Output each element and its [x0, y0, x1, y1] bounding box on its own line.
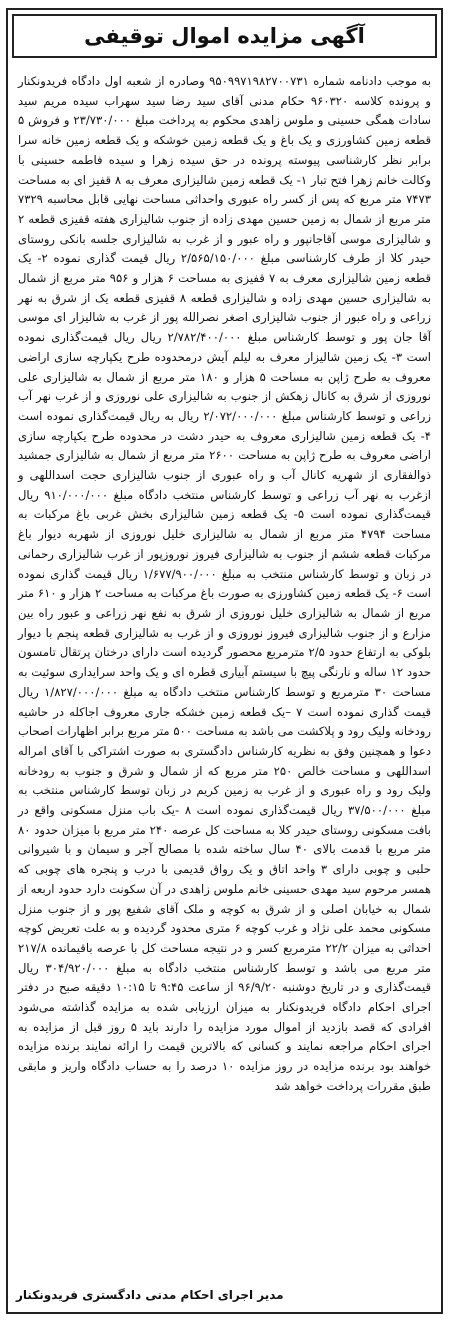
notice-frame — [6, 8, 443, 1314]
title-box — [12, 14, 437, 58]
notice-body: به موجب دادنامه شماره ۹۵۰۹۹۷۱۹۸۲۷۰۰۷۳۱ وصادره از شعبه اول دادگاه فریدونکنار و پرونده کلاسه ۹۶۰۳۲۰ حکام مدنی آقای سید رضا سید سهراب سیده مریم سید سادات همگی حسینی و ملوس زاهدی محکوم به پرداخت مبلغ ۲۳/۷۳۰/۰۰۰ و فروش ۵ قطعه زمین کشاورزی و یک باغ و یک قطعه زمین خوشکه و یک قطعه زمین خانه سرا برابر نظر کارشناسی پیوسته پرونده در حق سیده زهرا و سیده فاطمه حسینی با وکالت خانم زهرا فتح تبار ۱- یک قطعه زمین شالیزاری معرف به ۸ قفیز ای به مساحت ۷۴۷۳ متر مربع که پس از کسر راه عبوری واحداثی مساحت نهایی قابل محاسبه ۷۳۲۹ متر مربع از شمال به زمین حسین مهدی زاده از جنوب شالیزاری هفته قفیزی قطعه ۲ و شالیزاری موسی آقاجانپور و راه عبور و از غرب به شالیزاری جلسه بانکی روستای حیدر کلا از طرف کارشناسی مبلغ ۲/۵۶۵/۱۵۰/۰۰۰ ریال قیمت گذاری نموده ۲- یک قطعه زمین شالیزاری معرف به ۷ قفیزی به مساحت ۶ هزار و ۹۵۶ متر مربع از شمال به شالیزاری حسین مهدی زاده و شالیزاری قطعه ۸ قفیزی قطعه یک از شرق به نهر زراعی و راه عبور از جنوب شالیزاری اصغر نصرالله پور از غرب به شالیزار ای موسی آقا جان پور و توسط کارشناس مبلغ ۲/۷۸۲/۴۰۰/۰۰۰ ریال ریال قیمت‌گذاری نموده است ۳- یک زمین شالیزار معرف به لیلم آیش درمحدوده طرح یکپارچه سازی اراضی معروف به طرح ژاپن به مساحت ۵ هزار و ۱۸۰ متر مربع از شمال به شالیزاری علی نوروزی از شرق به کانال زهکش از جنوب به شالیزاری علی نوروزی و از غرب نهر آب زراعی و توسط کارشناس مبلغ ۲/۰۷۲/۰۰۰/۰۰۰ ریال به ریال قیمت‌گذاری نموده است ۴- یک قطعه زمین شالیزاری معروف به حیدر دشت در محدوده طرح یکپارچه سازی اراضی معروف به طرح ژاپن به مساحت ۲۶۰۰ متر مربع از شمال به شالیزاری جمشید ذوالفقاری از شهریه کانال آب و راه عبوری از جنوب شالیزاری حجت اسداللهی و ازغرب به نهر آب زراعی و توسط کارشناس منتخب دادگاه مبلغ ۹۱۰/۰۰۰/۰۰۰ ریال قیمت‌گذاری نموده است ۵- یک قطعه زمین شالیزاری بخش غربی باغ مرکبات به مساحت ۴۷۹۴ متر مربع از شمال به شالیزاری خلیل نوروزی از شهربه دیوار باغ مرکبات قطعه ششم از جنوب به شالیزاری فیروز نوروزپور از غرب شالیزاری رحمانی در زبان و توسط کارشناس منتخب به مبلغ ۱/۶۷۷/۹۰۰/۰۰۰ ریال قیمت گذاری نموده است ۶- یک قطعه زمین کشاورزی به صورت باغ مرکبات به مساحت ۲ هزار و ۶۱۰ متر مربع از شمال به شالیزاری خلیل نوروزی از شرق به نفع نهر زراعی و عبور راه بین مزارع و از جنوب شالیزاری فیروز نوروزی و از غرب به شالیزاری قطعه پنجم با دیوار بلوکی به ارتفاع حدود ۲/۵ مترمربع محصور گردیده است دارای درختان پرتقال تامسون حدود ۱۲ ساله و نارنگی پیچ با سیستم آبیاری قطره ای و یک واحد سرایداری سوئیت به مساحت ۳۰ مترمربع و توسط کارشناس منتخب دادگاه به مبلغ ۱/۸۲۷/۰۰۰/۰۰۰ ریال قیمت گذاری نموده است ۷ –یک قطعه زمین خشکه جاری معروف اجاکله در حاشیه رودخانه ولیک رود و پلاکشت می باشد به مساحت ۵۰۰ متر مربع برابر اظهارات اصحاب دعوا و همچنین وفق به نظریه کارشناس دادگستری به صورت اشتراکی با آقای امراله اسداللهی و مساحت خالص ۲۵۰ متر مربع که از شمال و شرق و جنوب به رودخانه ولیک رود و راه عبوری و از غرب به زمین کریم در زبان توسط کارشناس منتخب به مبلغ ۳۷/۵۰۰/۰۰۰ ریال قیمت‌گذاری نموده است ۸ -یک باب منزل مسکونی واقع در بافت مسکونی روستای حیدر کلا به مساحت کل عرصه ۲۴۰ متر مربع با میزان حدود ۸۰ متر مربع با قدمت بالای ۴۰ سال ساخته شده با مصالح آجر و سیمان و با شیروانی حلبی و چوبی دارای ۳ واحد اتاق و یک رواق قدیمی با درب و پنجره های چوبی که همسر مرحوم سید مهدی حسینی خانم ملوس زاهدی در آن سکونت دارد حدود اربعه از شمال به خیابان اصلی و از شرق به کوچه و ملک آقای شفیع پور و از جنوب منزل مسکونی محمد علی نژاد و غرب کوچه ۶ متری محدود گردیده و به علت تعریض کوچه احداثی به میزان ۲۲/۲ مترمربع کسر و در نتیجه مساحت کل با عرصه باقیمانده ۲۱۷/۸ متر مربع می باشد و توسط کارشناس منتخب دادگاه به مبلغ ۳۰۴/۹۲۰/۰۰۰ ریال قیمت‌گذاری و در تاریخ دوشنبه ۹۶/۹/۲۰ از ساعت ۹:۴۵ تا ۱۰:۱۵ دقیقه صبح در دفتر اجرای احکام دادگاه فریدونکنار به میزان ارزیابی شده به مزایده گذاشته می‌شود افرادی که قصد بازدید از اموال مورد مزایده را دارند باید ۵ روز قبل از مزایده به اجرای احکام مراجعه نمایند و کسانی که بالاترین قیمت را ارائه نمایند برنده مزایده خواهند بود برنده مزایده در روز مزایده ۱۰ درصد را به حساب دادگاه واریز و مابقی طبق مقررات پرداخت خواهد شد — [18, 74, 432, 1093]
notice-signature: مدیر اجرای احکام مدنی دادگستری فریدونکنار — [16, 1288, 284, 1302]
notice-title: آگهی مزایده اموال توقیفی — [84, 24, 365, 48]
